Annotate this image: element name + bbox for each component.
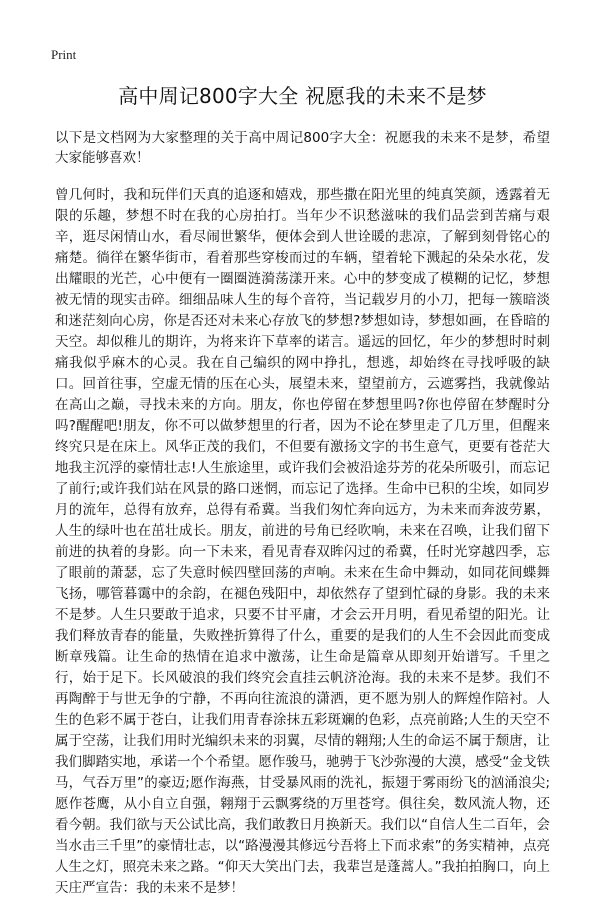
article-title: 高中周记800字大全 祝愿我的未来不是梦 <box>118 84 487 108</box>
article-intro: 以下是文档网为大家整理的关于高中周记800字大全：祝愿我的未来不是梦，希望大家能够喜欢！ <box>55 130 550 166</box>
article-body: 曾几何时，我和玩伴们天真的追逐和嬉戏，那些撒在阳光里的纯真笑颜，透露着无限的乐趣，梦想不时在我的心房拍打。当年少不识愁滋味的我们品尝到苦痛与艰辛，逛尽闲情山水，看尽闹世繁华，便体会到人世诠暖的悲凉，了解到刻骨铭心的痛楚。徜徉在繁华街市，看着那些穿梭而过的车辆，望着轮下溅起的朵朵水花，发出耀眼的光芒，心中便有一圈圈涟漪荡漾开来。心中的梦变成了模糊的记忆，梦想被无情的现实击碎。细细品味人生的每个音符，当记载岁月的小刀，把每一簇暗淡和迷茫刻向心房，你是否还对未来心存放飞的梦想?梦想如诗，梦想如画，在昏暗的天空。却似稚儿的期许，为将来许下草率的诺言。遥远的回忆，年少的梦想时时刺痛我似乎麻木的心灵。我在自己编织的网中挣扎，想逃，却始终在寻找呼吸的缺口。回首往事，空虚无情的压在心头，展望未来，望望前方，云遮雾挡，我就像站在高山之巅，寻找未来的方向。朋友，你也停留在梦想里吗?你也停留在梦醒时分吗?醒醒吧!朋友，你不可以做梦想里的行者，因为不论在梦里走了几万里，但醒来终究只是在床上。风华正茂的我们，不但要有激扬文字的书生意气，更要有苍茫大地我主沉浮的豪情壮志!人生旅途里，或许我们会被沿途芬芳的花朵所吸引，而忘记了前行;或许我们站在风景的路口迷惘，而忘记了选择。生命中已积的尘埃，如同岁月的流年，总得有放弃，总得有希冀。当我们匆忙奔向远方，为未来而奔波劳累，人生的绿叶也在茁壮成长。朋友，前进的号角已经吹响，未来在召唤，让我们留下前进的执着的身影。向一下未来，看见青春双眸闪过的希冀，任时光穿越四季，忘了眼前的萧瑟，忘了失意时候四壁回荡的声响。未来在生命中舞动，如同花间蝶舞飞扬，哪管暮霭中的余韵，在褪色残阳中，却依然存了望到忙碌的身影。我的未来不是梦。人生只要敢于追求，只要不甘平庸，才会云开月明，看见希望的阳光。让我们释放青春的能量，失败挫折算得了什么，重要的是我们的人生不会因此而变成断章残篇。让生命的热情在追求中激荡，让生命是篇章从即刻开始谱写。千里之行，始于足下。长风破浪的我们终究会直挂云帆济沧海。我的未来不是梦。我们不再陶醉于与世无争的宁静，不再向往流浪的潇洒，更不愿为别人的辉煌作陪衬。人生的色彩不属于苍白，让我们用青春涂抹五彩斑斓的色彩，点亮前路;人生的天空不属于空荡，让我们用时光编织未来的羽翼，尽情的翱翔;人生的命运不属于颓唐，让我们脚踏实地，承诺一个个希望。愿作骏马，驰骋于飞沙弥漫的大漠，感受“金戈铁马，气吞万里”的豪迈;愿作海燕，甘受暴风雨的洗礼，振翅于雾雨纷飞的汹涌浪尖;愿作苍鹰，从小自立自强，翱翔于云飘雾绕的万里苍穹。俱往矣，数风流人物，还看今朝。我们欲与天公试比高，我们敢教日月换新天。我们以“自信人生二百年，会当水击三千里”的豪情壮志，以“路漫漫其修远兮吾将上下而求索”的务实精神，点亮人生之灯，照亮未来之路。“仰天大笑出门去，我辈岂是蓬蒿人。”我拍拍胸口，向上天庄严宣告：我的未来不是梦！ <box>55 187 550 896</box>
print-link[interactable]: Print <box>51 47 77 62</box>
